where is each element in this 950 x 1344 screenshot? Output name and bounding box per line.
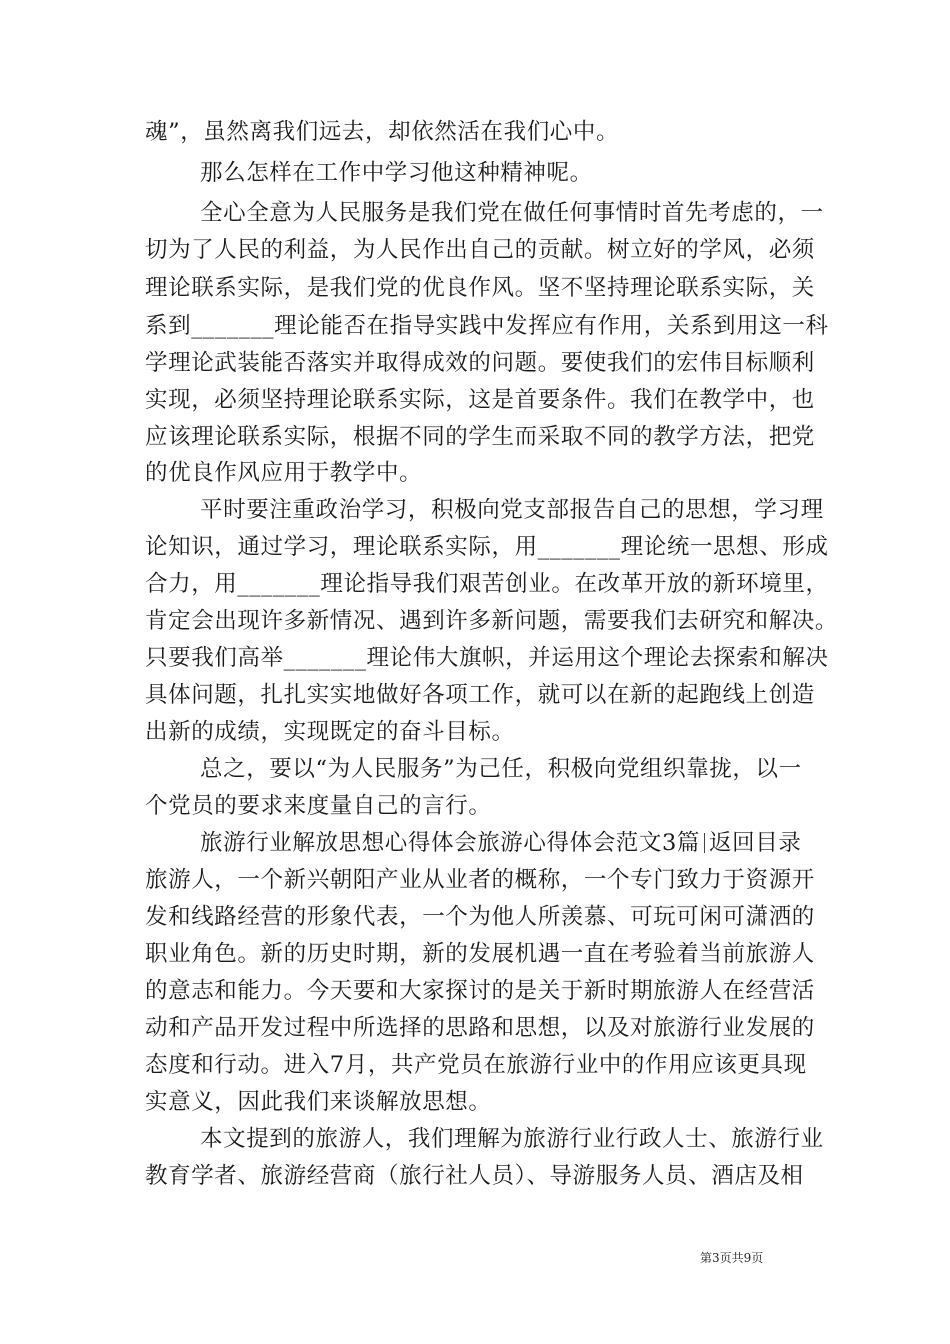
text-line: 论知识，通过学习，理论联系实际，用_______理论统一思想、形成 bbox=[145, 534, 829, 560]
text-line: 本文提到的旅游人，我们理解为旅游行业行政人士、旅游行业 bbox=[200, 1126, 824, 1152]
text-line: 旅游人，一个新兴朝阳产业从业者的概称，一个专门致力于资源开 bbox=[145, 867, 815, 893]
back-to-toc-link[interactable]: 返回目录 bbox=[709, 830, 802, 856]
separator bbox=[704, 833, 705, 853]
page-number-footer: 第3页共9页 bbox=[700, 1251, 764, 1265]
text-line: 只要我们高举_______理论伟大旗帜，并运用这个理论去探索和解决 bbox=[145, 645, 829, 671]
text-line: 魂”，虽然离我们远去，却依然活在我们心中。 bbox=[145, 119, 620, 145]
text-line: 全心全意为人民服务是我们党在做任何事情时首先考虑的，一 bbox=[200, 200, 824, 226]
text-line: 实现，必须坚持理论联系实际，这是首要条件。我们在教学中，也 bbox=[145, 387, 815, 413]
text-line: 应该理论联系实际，根据不同的学生而采取不同的教学方法，把党 bbox=[145, 424, 815, 450]
text-line: 那么怎样在工作中学习他这种精神呢。 bbox=[200, 160, 593, 186]
text-line: 平时要注重政治学习，积极向党支部报告自己的思想，学习理 bbox=[200, 497, 824, 523]
text-line: 教育学者、旅游经营商（旅行社人员）、导游服务人员、酒店及相 bbox=[145, 1163, 804, 1189]
text-line: 个党员的要求来度量自己的言行。 bbox=[145, 793, 492, 819]
text-line: 合力，用_______理论指导我们艰苦创业。在改革开放的新环境里， bbox=[145, 571, 829, 597]
text-line: 总之，要以“为人民服务”为己任，积极向党组织靠拢，以一 bbox=[200, 756, 802, 782]
text-line: 具体问题，扎扎实实地做好各项工作，就可以在新的起跑线上创造 bbox=[145, 682, 815, 708]
text-line: 理论联系实际，是我们党的优良作风。坚不坚持理论联系实际，关 bbox=[145, 275, 815, 301]
text-line: 动和产品开发过程中所选择的思路和思想，以及对旅游行业发展的 bbox=[145, 1015, 815, 1041]
text-line: 职业角色。新的历史时期，新的发展机遇一直在考验着当前旅游人 bbox=[145, 941, 815, 967]
section-title: 旅游行业解放思想心得体会旅游心得体会范文3篇 bbox=[200, 830, 701, 856]
text-line: 肯定会出现许多新情况、遇到许多新问题，需要我们去研究和解决。 bbox=[145, 608, 839, 634]
text-line: 切为了人民的利益，为人民作出自己的贡献。树立好的学风，必须 bbox=[145, 237, 815, 263]
text-line: 的意志和能力。今天要和大家探讨的是关于新时期旅游人在经营活 bbox=[145, 978, 815, 1004]
text-line: 发和线路经营的形象代表，一个为他人所羡慕、可玩可闲可潇洒的 bbox=[145, 904, 815, 930]
text-line: 学理论武装能否落实并取得成效的问题。要使我们的宏伟目标顺利 bbox=[145, 350, 815, 376]
text-line: 态度和行动。进入7月，共产党员在旅游行业中的作用应该更具现 bbox=[145, 1052, 807, 1078]
section-title-line bbox=[200, 825, 801, 861]
text-line: 实意义，因此我们来谈解放思想。 bbox=[145, 1089, 492, 1115]
text-line: 系到_______理论能否在指导实践中发挥应有作用，关系到用这一科 bbox=[145, 313, 829, 339]
text-line: 出新的成绩，实现既定的奋斗目标。 bbox=[145, 719, 515, 745]
text-line: 的优良作风应用于教学中。 bbox=[145, 460, 423, 486]
